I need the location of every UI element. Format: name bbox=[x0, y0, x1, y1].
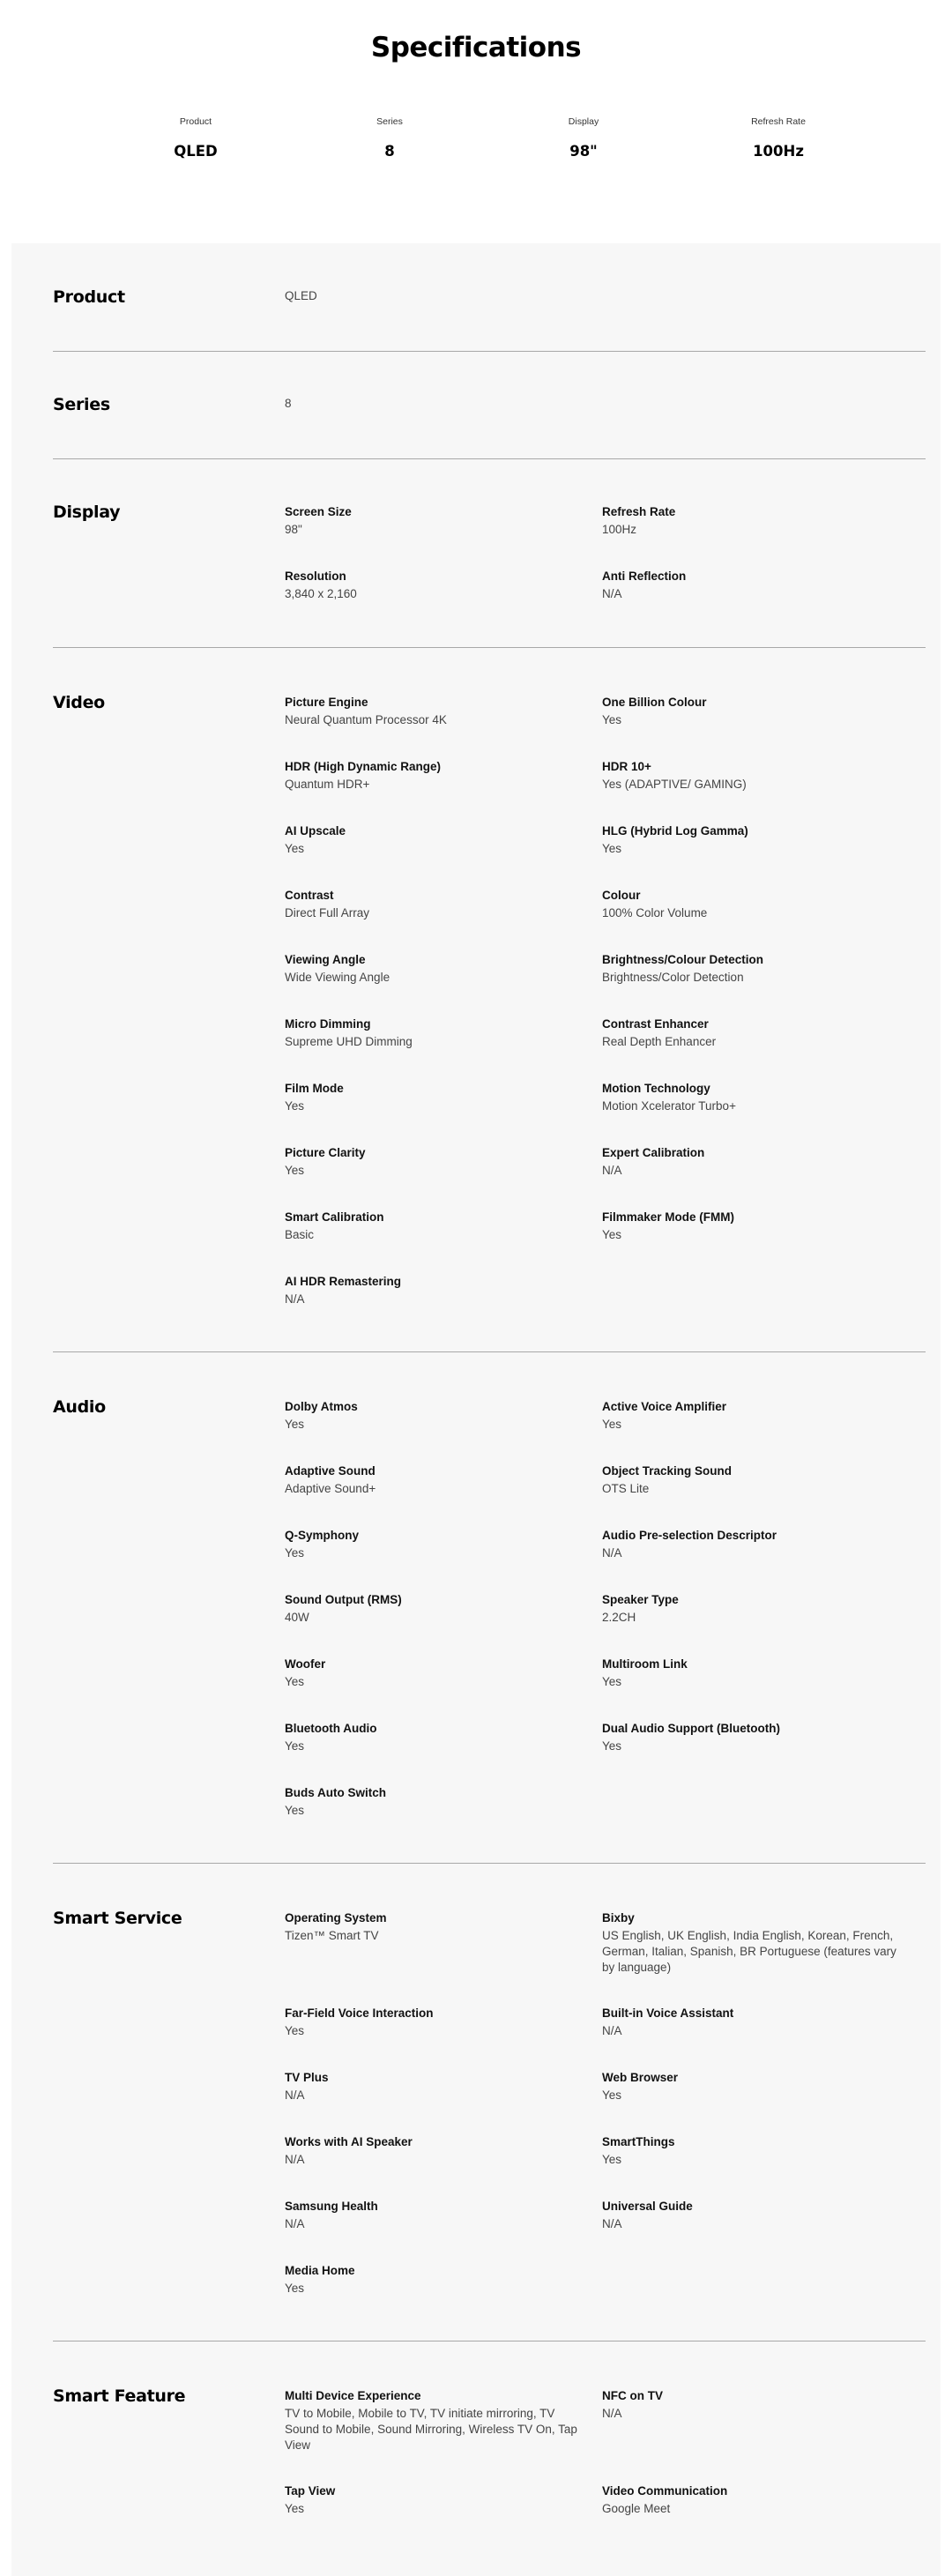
spec-value: N/A bbox=[602, 1546, 622, 1560]
product-value: QLED bbox=[285, 289, 317, 302]
spec-value: Google Meet bbox=[602, 2502, 671, 2515]
summary-value: 98" bbox=[569, 143, 598, 160]
spec-value: N/A bbox=[602, 2024, 622, 2037]
spec-name: NFC on TV bbox=[602, 2389, 663, 2402]
spec-q-symphony bbox=[285, 1528, 584, 1561]
spec-value: Yes bbox=[602, 1739, 622, 1753]
spec-object-tracking-sound bbox=[602, 1463, 902, 1497]
spec-value: 40W bbox=[285, 1611, 309, 1624]
spec-samsung-health bbox=[285, 2199, 584, 2232]
divider bbox=[53, 458, 926, 459]
spec-ai-hdr-remastering bbox=[285, 1274, 584, 1307]
spec-value: Yes bbox=[602, 713, 622, 726]
spec-value: Tizen™ Smart TV bbox=[285, 1929, 379, 1942]
spec-value: Wide Viewing Angle bbox=[285, 971, 390, 984]
spec-screen-size bbox=[285, 504, 584, 538]
section-title-audio: Audio bbox=[53, 1397, 106, 1417]
summary-value: 100Hz bbox=[753, 143, 804, 160]
spec-tap-view bbox=[285, 2483, 584, 2517]
spec-picture-engine bbox=[285, 695, 584, 728]
spec-value: Yes bbox=[285, 1675, 305, 1688]
spec-hlg bbox=[602, 823, 902, 857]
spec-value: Yes bbox=[602, 2088, 622, 2102]
spec-name: Contrast bbox=[285, 889, 334, 902]
spec-woofer bbox=[285, 1657, 584, 1690]
spec-name: Samsung Health bbox=[285, 2200, 378, 2213]
spec-value: N/A bbox=[285, 2088, 305, 2102]
spec-dolby-atmos bbox=[285, 1399, 584, 1433]
spec-name: HLG (Hybrid Log Gamma) bbox=[602, 824, 748, 838]
section-title-video: Video bbox=[53, 693, 105, 712]
spec-colour bbox=[602, 888, 902, 921]
spec-active-voice-amplifier bbox=[602, 1399, 902, 1433]
spec-value: 98" bbox=[285, 523, 302, 536]
spec-value: Yes bbox=[285, 842, 305, 855]
spec-multiroom-link bbox=[602, 1657, 902, 1690]
spec-video-communication bbox=[602, 2483, 902, 2517]
spec-name: HDR (High Dynamic Range) bbox=[285, 760, 442, 773]
spec-value: Basic bbox=[285, 1228, 315, 1241]
spec-multi-device-experience bbox=[285, 2388, 589, 2453]
spec-value: Yes bbox=[285, 1546, 305, 1560]
summary-refresh-rate bbox=[690, 116, 866, 160]
spec-name: HDR 10+ bbox=[602, 760, 651, 773]
spec-smartthings bbox=[602, 2134, 902, 2168]
spec-value: Yes bbox=[285, 1164, 305, 1177]
spec-name: Video Communication bbox=[602, 2484, 728, 2498]
spec-bixby bbox=[602, 1910, 906, 1976]
spec-name: Active Voice Amplifier bbox=[602, 1400, 727, 1413]
spec-name: Woofer bbox=[285, 1657, 326, 1671]
spec-value: 100% Color Volume bbox=[602, 906, 708, 919]
divider bbox=[53, 1351, 926, 1352]
spec-name: Audio Pre-selection Descriptor bbox=[602, 1529, 777, 1542]
spec-value: Quantum HDR+ bbox=[285, 778, 370, 791]
spec-name: Bixby bbox=[602, 1911, 635, 1925]
specs-panel bbox=[11, 243, 941, 2576]
spec-speaker-type bbox=[602, 1592, 902, 1626]
spec-value: Adaptive Sound+ bbox=[285, 1482, 376, 1495]
spec-filmmaker-mode bbox=[602, 1210, 902, 1243]
spec-value: Brightness/Color Detection bbox=[602, 971, 744, 984]
spec-name: Refresh Rate bbox=[602, 505, 676, 518]
spec-value: Yes (ADAPTIVE/ GAMING) bbox=[602, 778, 747, 791]
spec-works-with-ai-speaker bbox=[285, 2134, 584, 2168]
spec-value: Neural Quantum Processor 4K bbox=[285, 713, 447, 726]
spec-motion-technology bbox=[602, 1081, 902, 1114]
spec-nfc-on-tv bbox=[602, 2388, 902, 2422]
summary-strip bbox=[0, 116, 952, 169]
spec-value: Supreme UHD Dimming bbox=[285, 1035, 413, 1048]
spec-contrast bbox=[285, 888, 584, 921]
spec-value: Yes bbox=[602, 1675, 622, 1688]
spec-bluetooth-audio bbox=[285, 1721, 584, 1754]
spec-name: Picture Engine bbox=[285, 696, 368, 709]
spec-smart-calibration bbox=[285, 1210, 584, 1243]
spec-name: Buds Auto Switch bbox=[285, 1786, 386, 1799]
spec-operating-system bbox=[285, 1910, 584, 1944]
spec-value: Yes bbox=[602, 842, 622, 855]
summary-display bbox=[495, 116, 672, 160]
spec-name: AI HDR Remastering bbox=[285, 1275, 402, 1288]
spec-name: Speaker Type bbox=[602, 1593, 679, 1606]
section-title-product: Product bbox=[53, 287, 125, 307]
spec-value: Yes bbox=[285, 1099, 305, 1113]
spec-name: Smart Calibration bbox=[285, 1210, 384, 1224]
spec-viewing-angle bbox=[285, 952, 584, 986]
spec-built-in-voice-assistant bbox=[602, 2006, 902, 2039]
spec-name: Sound Output (RMS) bbox=[285, 1593, 402, 1606]
spec-dual-audio-support bbox=[602, 1721, 902, 1754]
spec-name: Brightness/Colour Detection bbox=[602, 953, 764, 966]
spec-name: Resolution bbox=[285, 570, 346, 583]
spec-value: Yes bbox=[602, 1418, 622, 1431]
spec-name: Multi Device Experience bbox=[285, 2389, 421, 2402]
spec-value: Yes bbox=[285, 1804, 305, 1817]
spec-one-billion-colour bbox=[602, 695, 902, 728]
spec-name: Built-in Voice Assistant bbox=[602, 2006, 734, 2020]
spec-name: Q-Symphony bbox=[285, 1529, 360, 1542]
spec-value: Yes bbox=[602, 2153, 622, 2166]
spec-tv-plus bbox=[285, 2070, 584, 2103]
spec-micro-dimming bbox=[285, 1016, 584, 1050]
spec-picture-clarity bbox=[285, 1145, 584, 1179]
spec-name: Picture Clarity bbox=[285, 1146, 366, 1159]
spec-sound-output bbox=[285, 1592, 584, 1626]
spec-name: Operating System bbox=[285, 1911, 387, 1925]
summary-label: Refresh Rate bbox=[751, 116, 806, 127]
spec-name: Object Tracking Sound bbox=[602, 1464, 733, 1478]
section-title-smart-service: Smart Service bbox=[53, 1909, 182, 1928]
spec-name: Dual Audio Support (Bluetooth) bbox=[602, 1722, 780, 1735]
spec-value: Motion Xcelerator Turbo+ bbox=[602, 1099, 736, 1113]
spec-value: N/A bbox=[602, 2217, 622, 2230]
spec-name: Viewing Angle bbox=[285, 953, 366, 966]
spec-name: Multiroom Link bbox=[602, 1657, 688, 1671]
section-title-display: Display bbox=[53, 503, 121, 522]
summary-label: Product bbox=[179, 116, 212, 127]
summary-series bbox=[301, 116, 478, 160]
spec-name: One Billion Colour bbox=[602, 696, 707, 709]
spec-expert-calibration bbox=[602, 1145, 902, 1179]
spec-web-browser bbox=[602, 2070, 902, 2103]
spec-name: Dolby Atmos bbox=[285, 1400, 358, 1413]
divider bbox=[53, 647, 926, 648]
spec-value: Yes bbox=[285, 1418, 305, 1431]
spec-value: Yes bbox=[285, 2502, 305, 2515]
spec-value: 3,840 x 2,160 bbox=[285, 587, 357, 600]
spec-value: N/A bbox=[285, 1292, 305, 1306]
spec-value: Yes bbox=[285, 2024, 305, 2037]
spec-hdr bbox=[285, 759, 584, 793]
spec-value: N/A bbox=[602, 587, 622, 600]
spec-name: Motion Technology bbox=[602, 1082, 710, 1095]
spec-value: Yes bbox=[285, 2282, 305, 2295]
spec-name: Bluetooth Audio bbox=[285, 1722, 377, 1735]
spec-value: 2.2CH bbox=[602, 1611, 636, 1624]
spec-name: Screen Size bbox=[285, 505, 352, 518]
spec-name: Far-Field Voice Interaction bbox=[285, 2006, 434, 2020]
spec-name: Film Mode bbox=[285, 1082, 344, 1095]
spec-name: Colour bbox=[602, 889, 641, 902]
spec-name: TV Plus bbox=[285, 2071, 329, 2084]
spec-name: Adaptive Sound bbox=[285, 1464, 376, 1478]
spec-name: SmartThings bbox=[602, 2135, 675, 2148]
summary-label: Series bbox=[376, 116, 403, 127]
spec-name: Filmmaker Mode (FMM) bbox=[602, 1210, 735, 1224]
spec-value: Real Depth Enhancer bbox=[602, 1035, 717, 1048]
spec-value: N/A bbox=[602, 2407, 622, 2420]
spec-name: Works with AI Speaker bbox=[285, 2135, 413, 2148]
spec-value: OTS Lite bbox=[602, 1482, 650, 1495]
spec-value: N/A bbox=[285, 2153, 305, 2166]
spec-contrast-enhancer bbox=[602, 1016, 902, 1050]
spec-name: Tap View bbox=[285, 2484, 336, 2498]
spec-name: Universal Guide bbox=[602, 2200, 693, 2213]
spec-name: Media Home bbox=[285, 2264, 355, 2277]
spec-name: AI Upscale bbox=[285, 824, 346, 838]
spec-audio-pre-selection-descriptor bbox=[602, 1528, 902, 1561]
section-title-series: Series bbox=[53, 395, 110, 414]
spec-name: Anti Reflection bbox=[602, 570, 687, 583]
page-title: Specifications bbox=[370, 32, 582, 63]
spec-value: 100Hz bbox=[602, 523, 637, 536]
spec-buds-auto-switch bbox=[285, 1785, 584, 1819]
spec-adaptive-sound bbox=[285, 1463, 584, 1497]
summary-label: Display bbox=[568, 116, 599, 127]
series-value: 8 bbox=[285, 397, 292, 410]
spec-name: Micro Dimming bbox=[285, 1017, 371, 1031]
divider bbox=[53, 351, 926, 352]
spec-brightness-colour-detection bbox=[602, 952, 902, 986]
spec-refresh-rate bbox=[602, 504, 902, 538]
spec-anti-reflection bbox=[602, 569, 902, 602]
summary-product bbox=[108, 116, 284, 160]
spec-universal-guide bbox=[602, 2199, 902, 2232]
spec-name: Expert Calibration bbox=[602, 1146, 705, 1159]
spec-value: N/A bbox=[285, 2217, 305, 2230]
spec-value: Yes bbox=[602, 1228, 622, 1241]
spec-name: Web Browser bbox=[602, 2071, 679, 2084]
spec-value: Yes bbox=[285, 1739, 305, 1753]
spec-far-field-voice bbox=[285, 2006, 584, 2039]
summary-value: QLED bbox=[174, 143, 218, 160]
spec-hdr10-plus bbox=[602, 759, 902, 793]
spec-value: US English, UK English, India English, Korean, French, German, Italian, Spanish, BR Portuguese (features vary by language) bbox=[602, 1929, 896, 1974]
spec-ai-upscale bbox=[285, 823, 584, 857]
spec-media-home bbox=[285, 2263, 584, 2297]
spec-name: Contrast Enhancer bbox=[602, 1017, 709, 1031]
spec-resolution bbox=[285, 569, 584, 602]
spec-value: TV to Mobile, Mobile to TV, TV initiate mirroring, TV Sound to Mobile, Sound Mirroring, Wireless TV On, Tap View bbox=[285, 2407, 577, 2452]
divider bbox=[53, 1863, 926, 1864]
summary-value: 8 bbox=[384, 143, 395, 160]
spec-film-mode bbox=[285, 1081, 584, 1114]
spec-value: Direct Full Array bbox=[285, 906, 370, 919]
spec-value: N/A bbox=[602, 1164, 622, 1177]
section-title-smart-feature: Smart Feature bbox=[53, 2386, 186, 2406]
